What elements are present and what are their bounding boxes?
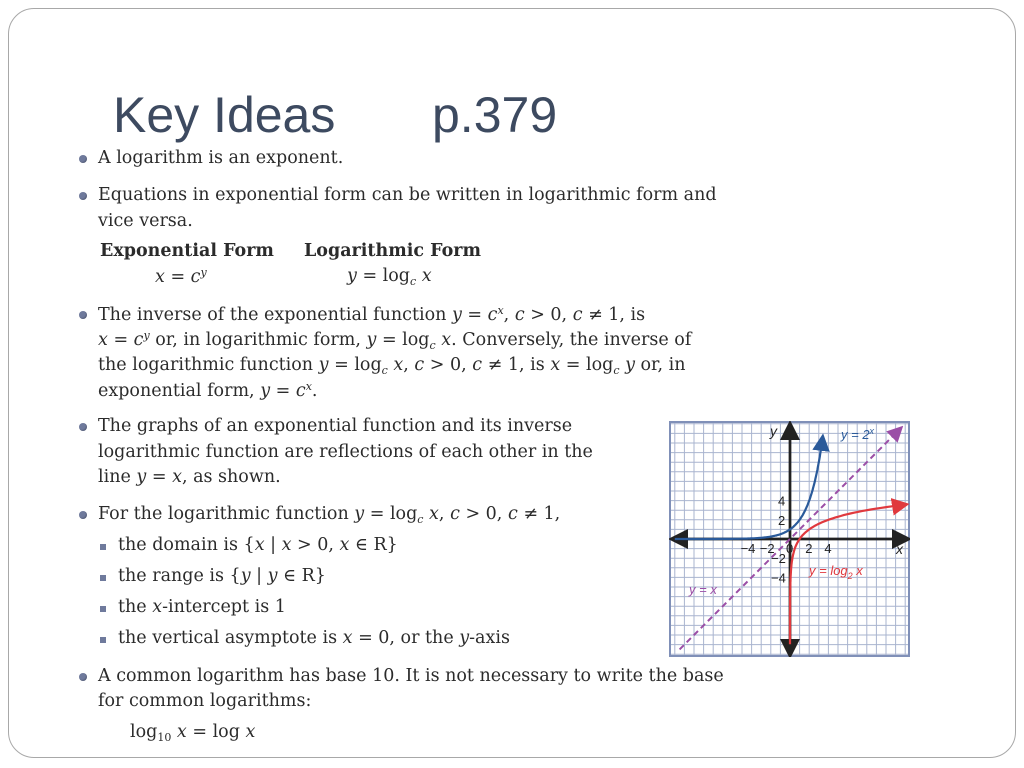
exponential-log-graph (669, 421, 910, 657)
common-log-expression: $\log_{10} x = \log x$ (130, 722, 256, 744)
bullet-common-log-line: for common logarithms: (98, 691, 312, 711)
sub-bullet-range: the range is {y | y ∈ R} (118, 566, 326, 586)
bullet-forms-line: Equations in exponential form can be written in logarithmic form and (98, 185, 717, 205)
x-tick-label: 2 (805, 541, 813, 556)
x-tick-label: −2 (759, 541, 775, 556)
bullet-inverse-line: $x = c^y$ or, in logarithmic form, $y = \log_c x$. Conversely, the inverse of (98, 329, 692, 352)
sub-bullet-x-intercept: the x-intercept is 1 (118, 597, 286, 617)
x-tick-label: −4 (740, 541, 756, 556)
bullet-inverse-line: the logarithmic function $y = \log_c x$, c > 0, c ≠ 1, is $x = \log_c y$ or, in (98, 355, 686, 377)
bullet-marker (79, 511, 87, 519)
bullet-logarithm-exponent: A logarithm is an exponent. (98, 148, 344, 168)
slide-title: Key Ideas (113, 87, 336, 143)
x-tick-label: 4 (824, 541, 832, 556)
page-reference: p.379 (432, 87, 558, 143)
y-axis-label: y (770, 423, 777, 439)
y-tick-label: 2 (778, 512, 786, 528)
y-tick-label: −4 (771, 570, 786, 586)
logarithmic-label: $y = \log_2 x$ (809, 563, 863, 581)
bullet-log-properties: For the logarithmic function $y = \log_c x$, c > 0, c ≠ 1, (98, 504, 561, 526)
exponential-label: $y = 2^x$ (841, 426, 875, 442)
bullet-common-log-line: A common logarithm has base 10. It is not necessary to write the base (98, 666, 724, 686)
sub-bullet-marker (100, 544, 106, 550)
y-tick-label: −2 (771, 551, 786, 567)
bullet-inverse-line: The inverse of the exponential function $y = c^x$, c > 0, c ≠ 1, is (98, 304, 646, 325)
bullet-marker (79, 423, 87, 431)
x-tick-label: 0 (786, 541, 794, 556)
bullet-marker (79, 155, 87, 163)
graph-svg (669, 421, 910, 657)
x-axis-label: x (896, 541, 903, 557)
logarithmic-form-header: Logarithmic Form (304, 241, 482, 261)
exponential-form-header: Exponential Form (100, 241, 274, 261)
bullet-marker (79, 192, 87, 200)
bullet-reflection-line: line y = x, as shown. (98, 467, 281, 487)
sub-bullet-asymptote: the vertical asymptote is x = 0, or the y-axis (118, 628, 510, 648)
identity-label: y = x (689, 582, 717, 597)
logarithmic-form-expression: $y = \log_c x$ (347, 266, 432, 288)
y-tick-label: 4 (778, 493, 786, 509)
bullet-marker (79, 311, 87, 319)
bullet-inverse-line: exponential form, $y = c^x$. (98, 380, 318, 401)
sub-bullet-marker (100, 637, 106, 643)
sub-bullet-marker (100, 575, 106, 581)
exponential-form-expression: $x = c^y$ (155, 266, 207, 287)
sub-bullet-marker (100, 606, 106, 612)
bullet-reflection-line: logarithmic function are reflections of each other in the (98, 442, 593, 462)
bullet-reflection-line: The graphs of an exponential function and its inverse (98, 416, 573, 436)
bullet-marker (79, 673, 87, 681)
bullet-forms-line: vice versa. (98, 211, 193, 231)
sub-bullet-domain: the domain is {x | x > 0, x ∈ R} (118, 535, 398, 555)
